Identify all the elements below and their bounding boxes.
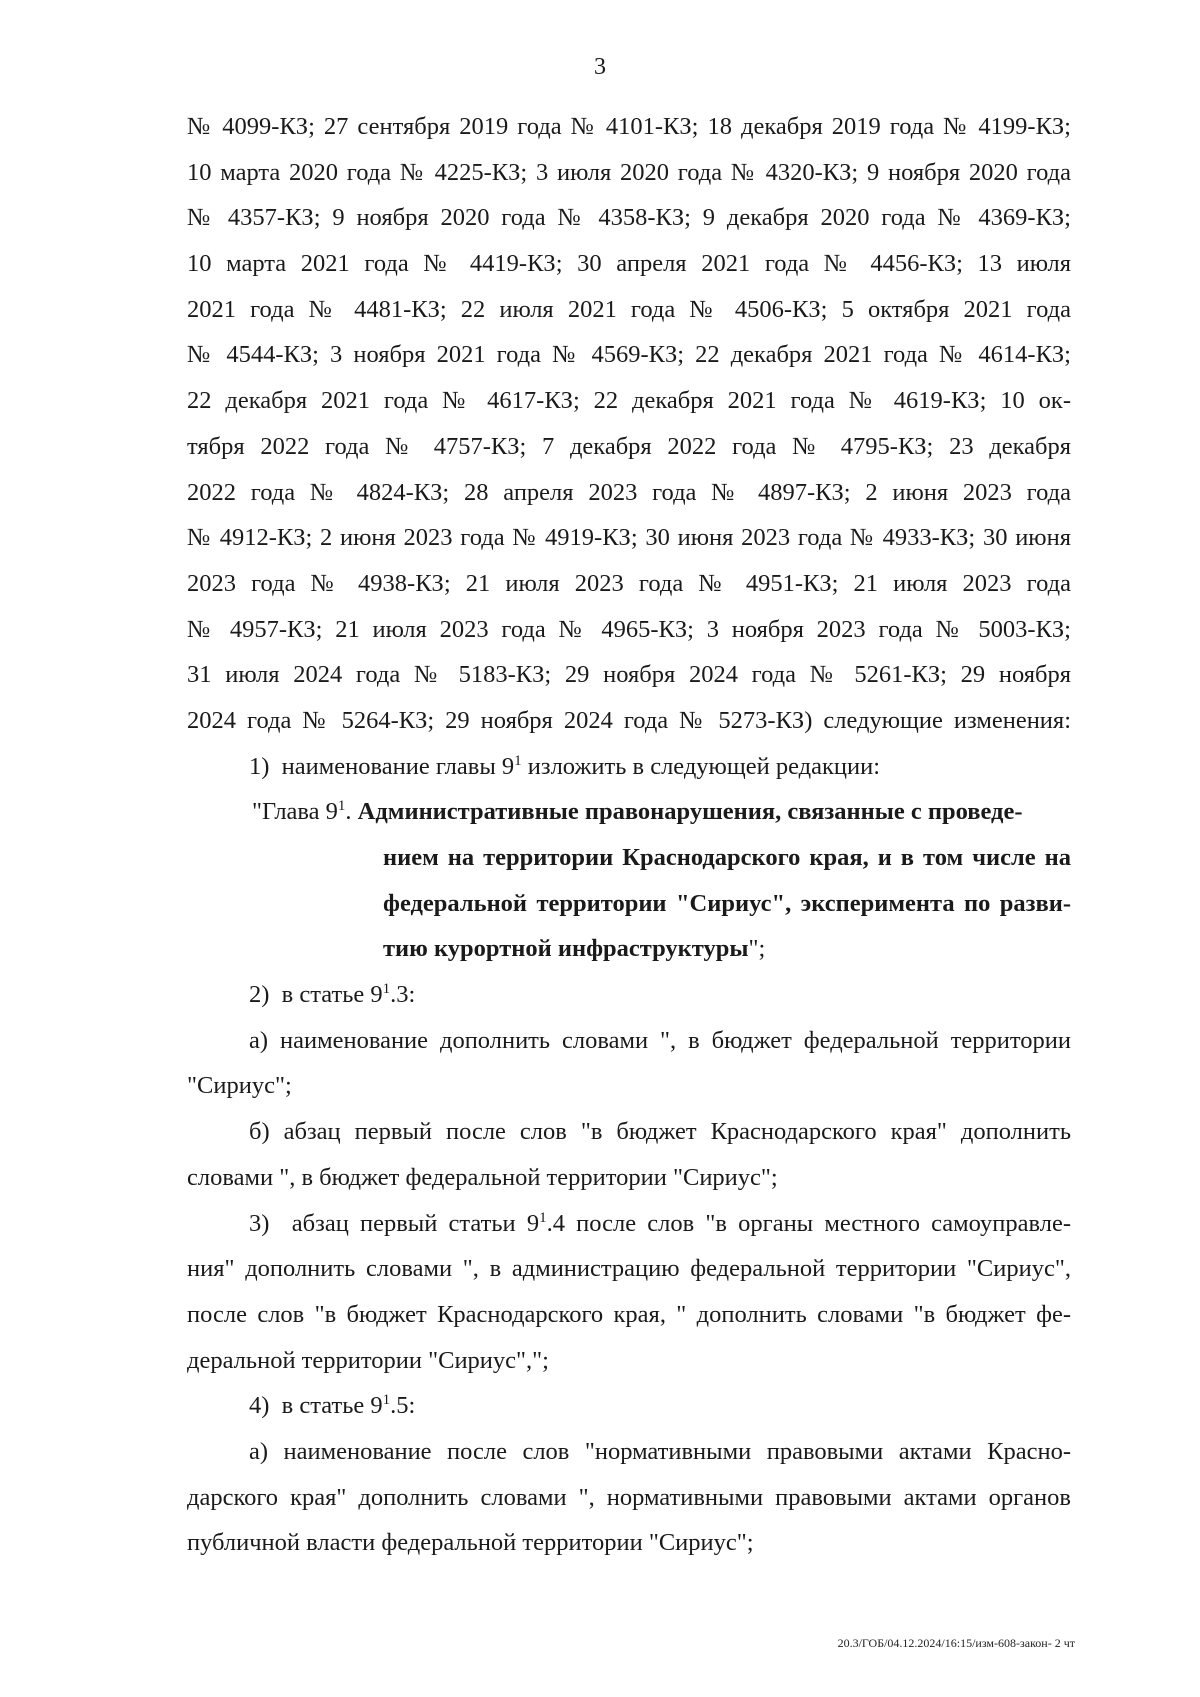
item-text: абзац первый статьи 9 [291, 1209, 540, 1237]
item-text: .5: [390, 1392, 416, 1420]
item-number: 2) [249, 981, 270, 1009]
chapter-prefix-end: . [345, 798, 358, 826]
superscript: 1 [539, 1209, 547, 1226]
item-number: 3) [249, 1209, 270, 1237]
text-line: 2024 года № 5264-КЗ; 29 ноября 2024 года № 5273-КЗ) следующие изменения: [187, 706, 1071, 734]
superscript: 1 [337, 798, 346, 815]
item-3-line: ния" дополнить словами ", в администрацию федеральной территории "Сириус", [187, 1255, 1071, 1283]
text-line: № 4912-КЗ; 2 июня 2023 года № 4919-КЗ; 30 июня 2023 года № 4933-КЗ; 30 июня [187, 524, 1071, 552]
item-text: .3: [390, 981, 416, 1009]
document-body [187, 104, 1071, 1566]
item-number: 4) [249, 1392, 270, 1420]
chapter-prefix: "Глава 9 [252, 798, 338, 826]
item-3-line: после слов "в бюджет Краснодарского края, " дополнить словами "в бюджет фе- [187, 1300, 1071, 1328]
text-line: 10 марта 2021 года № 4419-КЗ; 30 апреля 2021 года № 4456-КЗ; 13 июля [187, 250, 1071, 278]
item-3 [187, 1201, 1071, 1247]
item-4 [187, 1383, 1071, 1429]
subitem-b-cont: словами ", в бюджет федеральной территории "Сириус"; [187, 1163, 778, 1191]
text-line: 2023 года № 4938-КЗ; 21 июля 2023 года № 4951-КЗ; 21 июля 2023 года [187, 569, 1071, 597]
chapter-title: Административные правонарушения, связанные с проведе- [357, 798, 1023, 826]
text-line: 10 марта 2020 года № 4225-КЗ; 3 июля 2020 года № 4320-КЗ; 9 ноября 2020 года [187, 158, 1071, 186]
text-line: № 4357-КЗ; 9 ноября 2020 года № 4358-КЗ; 9 декабря 2020 года № 4369-КЗ; [187, 204, 1071, 232]
text-line: № 4099-КЗ; 27 сентября 2019 года № 4101-КЗ; 18 декабря 2019 года № 4199-КЗ; [187, 113, 1071, 140]
text-line: № 4544-КЗ; 3 ноября 2021 года № 4569-КЗ; 22 декабря 2021 года № 4614-КЗ; [187, 341, 1071, 369]
text-line: 2022 года № 4824-КЗ; 28 апреля 2023 года № 4897-КЗ; 2 июня 2023 года [187, 478, 1071, 506]
text-line: 31 июля 2024 года № 5183-КЗ; 29 ноября 2024 года № 5261-КЗ; 29 ноября [187, 661, 1071, 689]
chapter-title-line: нием на территории Краснодарского края, и в том числе на [383, 844, 1071, 871]
subitem-a: а) наименование дополнить словами ", в бюджет федеральной территории [249, 1026, 1071, 1054]
subitem-b: б) абзац первый после слов "в бюджет Краснодарского края" дополнить [249, 1118, 1071, 1146]
superscript: 1 [514, 752, 522, 769]
item-text: .4 после слов "в органы местного самоуправле- [546, 1209, 1071, 1237]
item-text: наименование главы 9 [281, 752, 515, 780]
chapter-title-end: тию курортной инфраструктуры [383, 935, 749, 963]
subitem-a-cont: публичной власти федеральной территории "Сириус"; [187, 1529, 754, 1557]
item-text: в статье 9 [281, 1392, 383, 1420]
item-text: изложить в следующей редакции: [521, 752, 881, 780]
item-2 [187, 972, 1071, 1018]
chapter-heading [187, 789, 1071, 835]
text-line: № 4957-КЗ; 21 июля 2023 года № 4965-КЗ; 3 ноября 2023 года № 5003-КЗ; [187, 615, 1071, 643]
chapter-title-line: федеральной территории "Сириус", эксперимента по разви- [383, 889, 1071, 917]
page-number: 3 [594, 54, 606, 80]
item-3-line: деральной территории "Сириус","; [187, 1346, 549, 1374]
text-line: 22 декабря 2021 года № 4617-КЗ; 22 декабря 2021 года № 4619-КЗ; 10 ок- [187, 387, 1071, 415]
text-line: тября 2022 года № 4757-КЗ; 7 декабря 2022 года № 4795-КЗ; 23 декабря [187, 432, 1071, 460]
subitem-a-cont: дарского края" дополнить словами ", нормативными правовыми актами органов [187, 1483, 1071, 1511]
chapter-title-line [187, 926, 1071, 972]
subitem-a-cont: "Сириус"; [187, 1072, 292, 1100]
text-line: 2021 года № 4481-КЗ; 22 июля 2021 года № 4506-КЗ; 5 октября 2021 года [187, 295, 1071, 323]
item-text: в статье 9 [281, 981, 383, 1009]
item-1 [187, 744, 1071, 790]
chapter-close: "; [748, 935, 766, 963]
subitem-a: а) наименование после слов "нормативными правовыми актами Красно- [249, 1437, 1071, 1465]
superscript: 1 [382, 980, 391, 997]
superscript: 1 [382, 1392, 391, 1409]
footer-code: 20.3/ГОБ/04.12.2024/16:15/изм-608-закон- 2 чт [837, 1636, 1075, 1650]
item-number: 1) [249, 752, 270, 780]
